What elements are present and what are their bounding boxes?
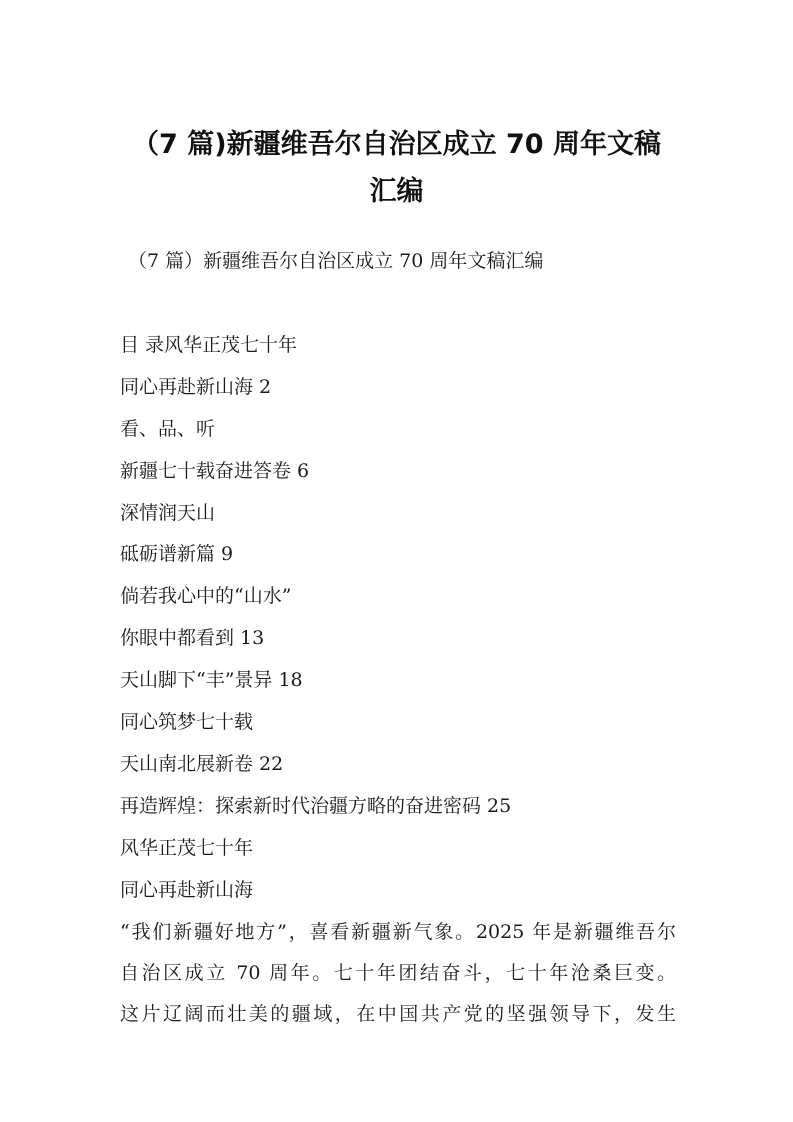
toc-item: 同心再赴新山海 2	[120, 375, 272, 398]
toc-item: 天山南北展新卷 22	[120, 752, 284, 775]
toc-item: 同心筑梦七十载	[120, 711, 254, 734]
toc-item: 你眼中都看到 13	[120, 627, 265, 650]
title-line-1: （7 篇)新疆维吾尔自治区成立 70 周年文稿	[132, 129, 661, 160]
toc-item: 倘若我心中的“山水”	[120, 585, 292, 608]
document-title	[100, 121, 693, 215]
toc-item: 再造辉煌：探索新时代治疆方略的奋进密码 25	[120, 794, 512, 817]
body-paragraph	[120, 912, 676, 1035]
title-line-2: 汇编	[369, 176, 424, 207]
body-line: “我们新疆好地方”，喜看新疆新气象。2025 年是新疆维吾尔	[120, 921, 676, 943]
toc-item: 天山脚下“丰”景异 18	[120, 669, 303, 692]
toc-item: 砥砺谱新篇 9	[120, 543, 234, 566]
toc-item: 目 录风华正茂七十年	[120, 334, 298, 356]
toc-item: 深情润天山	[120, 501, 216, 524]
document-subtitle: （7 篇）新疆维吾尔自治区成立 70 周年文稿汇编	[128, 250, 544, 272]
toc-item: 看、品、听	[120, 417, 216, 440]
toc-item: 同心再赴新山海	[120, 878, 254, 901]
toc-item: 新疆七十载奋进答卷 6	[120, 459, 310, 482]
toc-item: 风华正茂七十年	[120, 836, 254, 859]
body-line: 自治区成立 70 周年。七十年团结奋斗，七十年沧桑巨变。	[120, 962, 676, 984]
table-of-contents	[120, 330, 511, 916]
body-line: 这片辽阔而壮美的疆域，在中国共产党的坚强领导下，发生	[120, 1003, 676, 1025]
